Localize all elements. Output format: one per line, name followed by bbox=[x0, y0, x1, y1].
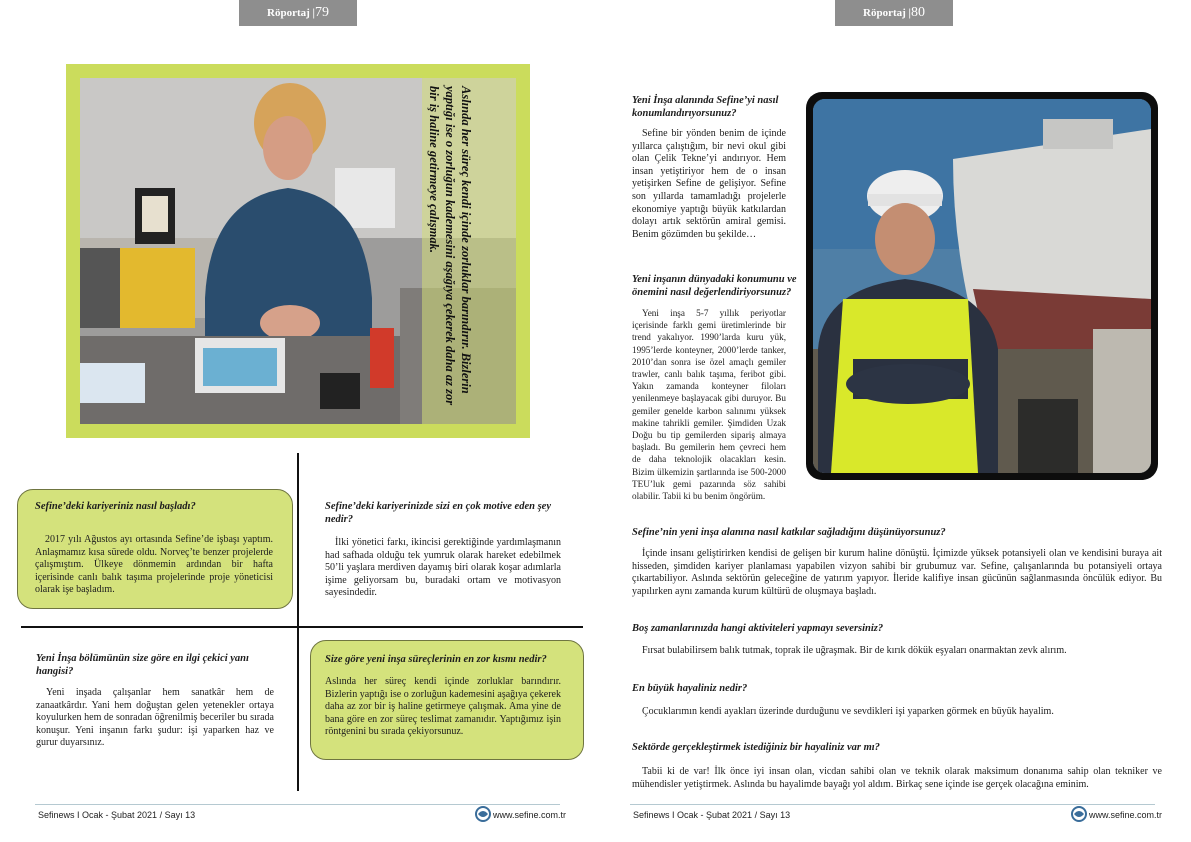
right-a4-text: Fırsat bulabilirsem balık tutmak, toprak ile uğraşmak. Bir de kırık dökük eşyaları onarmaktan zevk alırım. bbox=[642, 645, 1067, 656]
right-a3-text: İçinde insanı geliştirirken kendisi de gelişen bir kurum haline dönüştü. İçimizde yüksek potansiyeli olan ve kendisini buraya ait hisseden, şimdiden kariyer planlaması yapabilen vizyon sahibi bir grubumuz var. Sefine, çalışanlarında bu potansiyeli ortaya çıkartabiliyor. Aslında sektörün geleceğine de yatırım yapıyor. İleride kalifiye insan gücünün sağlanmasında öncülük ediyor. Bu yapılırken aynı zamanda kurum kültürü de oluşmaya başladı. bbox=[632, 548, 1162, 597]
left-q3-heading: Yeni İnşa bölümünün size göre en ilgi çekici yanı hangisi? bbox=[36, 653, 249, 677]
left-page-number: 79 bbox=[314, 5, 329, 20]
shipyard-photo-frame bbox=[806, 92, 1158, 480]
left-photo-frame bbox=[66, 64, 530, 438]
left-q1-heading: Sefine’deki kariyeriniz nasıl başladı? bbox=[35, 501, 196, 512]
left-a2-text: İlki yönetici farkı, ikincisi gerektiğinde yardımlaşmanın had safhada olduğu tek yumruk olarak hareket edebilmek 50’li yaşlara merdiven dayamış biri olarak koşar adımlarla işime geliyorsam bu, buradaki ortam ve motivasyon sayesindedir. bbox=[325, 537, 561, 599]
right-a6-text: Tabii ki de var! İlk önce iyi insan olan, vicdan sahibi olan ve teknik olarak maksimum donanıma sahip olan tekniker ve mühendisler yetiştirmek. Aslında bu hayalimde bayağı yol aldım. Birkaç sene içinde ise gerçek olacağına eminim. bbox=[632, 766, 1162, 790]
horizontal-divider bbox=[21, 626, 583, 628]
shipyard-portrait-photo bbox=[813, 99, 1151, 473]
right-q2-heading: Yeni inşanın dünyadaki konumunu ve önemini nasıl değerlendiriyorsunuz? bbox=[632, 274, 797, 298]
pull-quote-panel bbox=[422, 78, 516, 424]
right-page-tab: Röportaj |80 bbox=[835, 0, 953, 26]
right-page-number: 80 bbox=[910, 5, 925, 20]
left-a4-text: Aslında her süreç kendi içinde zorluklar barındırır. Bizlerin yaptığı ise o zorluğun kademesini aşağıya çekerek daha az zor bir iş haline getirmeye çalışmak. Ama yine de bana göre en zor süreç teslimat zamanıdır. Yaptığımız işin röntgenini bu sırada çekiyorsunuz. bbox=[325, 676, 561, 738]
right-footer-text: Sefinews I Ocak - Şubat 2021 / Sayı 13 bbox=[633, 810, 791, 820]
right-q5-heading: En büyük hayaliniz nedir? bbox=[632, 683, 748, 694]
left-page-tab: Röportaj |79 bbox=[239, 0, 357, 26]
shipyard-scene-image bbox=[813, 99, 1151, 473]
left-footer-logo-icon bbox=[475, 806, 491, 822]
left-q4-heading: Size göre yeni inşa süreçlerinin en zor kısmı nedir? bbox=[325, 654, 547, 665]
left-footer-rule bbox=[35, 804, 560, 805]
left-footer-text: Sefinews I Ocak - Şubat 2021 / Sayı 13 bbox=[38, 810, 196, 820]
left-a3-text: Yeni inşada çalışanlar hem sanatkâr hem de zanaatkârdır. Yani hem doğuştan gelen yetenekler ortaya koyulurken hem de sonradan öğrenilmiş beceriler bu sırada konuşur. Yeni inşanın farkı şudur: işi yaparken haz ve gurur duyarsınız. bbox=[36, 687, 274, 749]
right-q4-heading: Boş zamanlarınızda hangi aktiviteleri yapmayı seversiniz? bbox=[632, 623, 884, 634]
right-q3-heading: Sefine’nin yeni inşa alanına nasıl katkılar sağladığını düşünüyorsunuz? bbox=[632, 527, 946, 538]
right-footer-url[interactable]: www.sefine.com.tr bbox=[1089, 810, 1163, 820]
left-q2-heading: Sefine’deki kariyerinizde sizi en çok motive eden şey nedir? bbox=[325, 501, 552, 525]
right-footer-rule bbox=[630, 804, 1155, 805]
right-q1-heading: Yeni İnşa alanında Sefine’yi nasıl konumlandırıyorsunuz? bbox=[632, 95, 779, 119]
right-a2-text: Yeni inşa 5-7 yıllık periyotlar içerisinde farklı gemi üretimlerinde bir trend yakalıyor. 1990’larda kuru yük, 1995’lerde konteyner, 2000’lerde tanker, 2010’dan sonra ise özel amaçlı gemiler trawler, canlı balık taşıma, feribot gibi. Yakın zamanda konteyner filoları yenilenmeye başlayacak gibi duruyor. Bu gemiler genelde karbon salınımı yüksek makine tahrikli gemiler. Şimdiden Uzak Doğu bu tip gemilerden sipariş almaya başladı. Bu gemilerin hem çevreci hem de daha teknolojik olacakları kesin. Bizim ülkemizin şartlarında ise 500-2000 TEU’luk gemi pazarında söz sahibi olabilir. Tabii ki bu benim öngörüm. bbox=[632, 308, 786, 502]
right-footer-logo-icon bbox=[1071, 806, 1087, 822]
left-a1-text: 2017 yılı Ağustos ayı ortasında Sefine’de işbaşı yaptım. Anlaşmamız kısa sürede oldu. Norveç’te benzer projelerde çalışmıştım. Ülkeye dönmemin ardından bir hafta içerisinde canlı balık taşıma projelerinde proje yöneticisi olarak işe başladım. bbox=[35, 534, 273, 596]
left-footer-url[interactable]: www.sefine.com.tr bbox=[493, 810, 567, 820]
right-tab-label: Röportaj bbox=[863, 7, 906, 19]
left-tab-label: Röportaj bbox=[267, 7, 310, 19]
vertical-divider bbox=[297, 453, 299, 791]
pull-quote-text: Aslında her süreç kendi içinde zorluklar barındırır. Bizlerin yaptığı ise o zorluğun kademesini aşağıya çekerek daha az zor bir iş haline getirmeye çalışmak. bbox=[427, 86, 473, 406]
right-a1-text: Sefine bir yönden benim de içinde yıllarca çalıştığım, bir nevi okul gibi olan Çelik Tekne’yi andırıyor. Hem insan yetiştiriyor hem de o insan yetişirken Sefine de gelişiyor. Sefine son yıllarda tamamladığı projelerle ekonomiye yaptığı büyük katkılardan dolayı artık sektörün amiral gemisi. Benim gözümden bu şekilde… bbox=[632, 128, 786, 240]
right-q6-heading: Sektörde gerçekleştirmek istediğiniz bir hayaliniz var mı? bbox=[632, 742, 880, 753]
right-a5-text: Çocuklarımın kendi ayakları üzerinde durduğunu ve sevdikleri işi yaparken görmek en büyük hayalim. bbox=[642, 706, 1054, 717]
